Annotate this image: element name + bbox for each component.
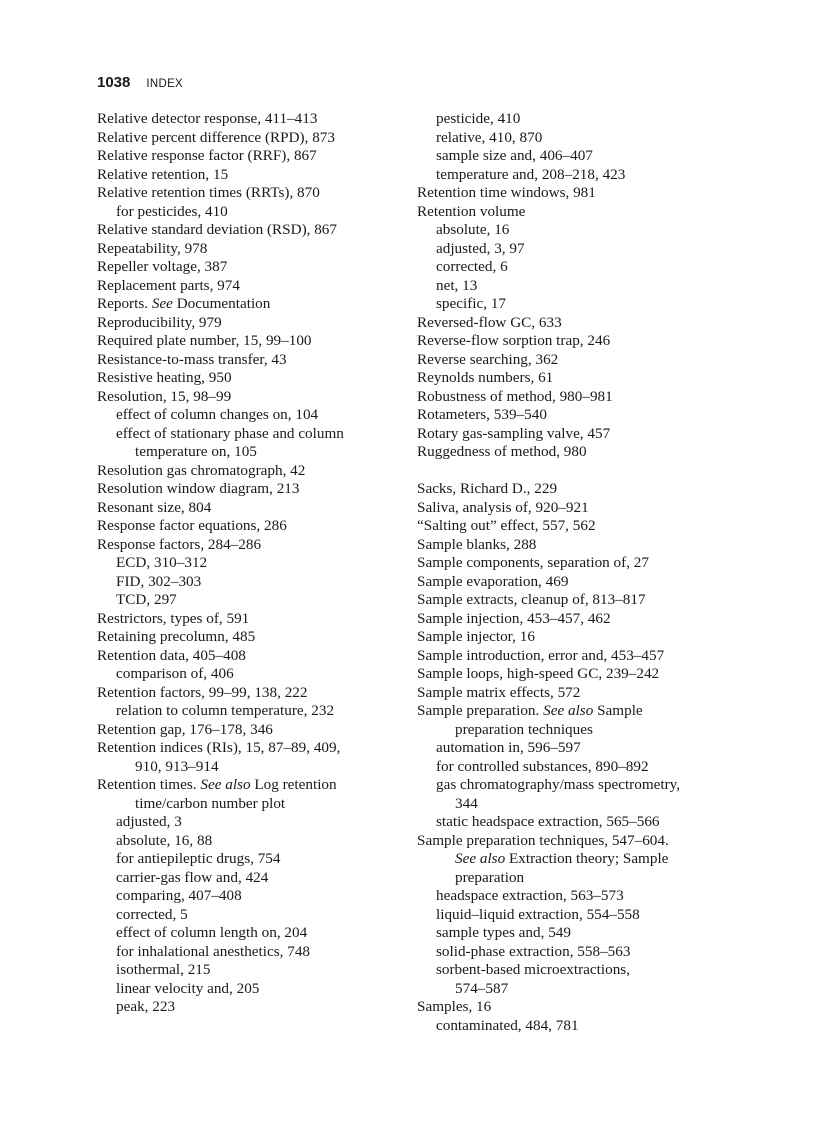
index-entry: Samples, 16 bbox=[417, 998, 492, 1015]
index-subentry: isothermal, 215 bbox=[116, 961, 211, 978]
index-entry: Response factors, 284–286 bbox=[97, 535, 262, 553]
index-column-left bbox=[97, 110, 397, 1017]
index-entry: Resolution window diagram, 213 bbox=[97, 480, 300, 497]
index-entry: Repeller voltage, 387 bbox=[97, 258, 228, 275]
index-subentry: static headspace extraction, 565–566 bbox=[436, 813, 660, 830]
index-entry bbox=[417, 702, 717, 721]
index-subentry: preparation bbox=[455, 868, 525, 886]
index-entry: Ruggedness of method, 980 bbox=[417, 443, 587, 460]
index-entry: Sample components, separation of, 27 bbox=[417, 554, 649, 571]
entry-text: Sample preparation. bbox=[417, 702, 544, 719]
index-subentry: corrected, 5 bbox=[116, 905, 188, 923]
index-entry: Sample loops, high-speed GC, 239–242 bbox=[417, 665, 660, 682]
index-subentry: 910, 913–914 bbox=[135, 757, 219, 775]
index-entry: Required plate number, 15, 99–100 bbox=[97, 332, 312, 349]
see-reference: See also bbox=[543, 702, 594, 719]
index-subentry: temperature on, 105 bbox=[135, 443, 257, 460]
index-subentry bbox=[417, 850, 717, 869]
index-entry: Retention data, 405–408 bbox=[97, 646, 246, 664]
index-entry: Retention gap, 176–178, 346 bbox=[97, 720, 273, 738]
index-entry: Relative standard deviation (RSD), 867 bbox=[97, 221, 337, 238]
index-subentry: corrected, 6 bbox=[436, 258, 508, 275]
index-subentry: for pesticides, 410 bbox=[116, 202, 228, 220]
index-entry: Repeatability, 978 bbox=[97, 239, 208, 257]
index-entry: Retention time windows, 981 bbox=[417, 184, 596, 201]
index-entry: Robustness of method, 980–981 bbox=[417, 387, 613, 405]
index-entry: Sample matrix effects, 572 bbox=[417, 683, 581, 701]
index-subentry: effect of column changes on, 104 bbox=[116, 406, 319, 423]
index-subentry: TCD, 297 bbox=[116, 591, 177, 608]
see-reference: See bbox=[151, 295, 173, 312]
index-entry: Reverse-flow sorption trap, 246 bbox=[417, 332, 611, 349]
running-head: INDEX bbox=[146, 78, 184, 90]
index-entry: Reproducibility, 979 bbox=[97, 313, 222, 331]
index-subentry: 344 bbox=[455, 794, 478, 812]
index-subentry: liquid–liquid extraction, 554–558 bbox=[436, 905, 640, 923]
index-entry: Relative response factor (RRF), 867 bbox=[97, 147, 317, 164]
index-subentry: adjusted, 3, 97 bbox=[436, 239, 525, 257]
index-subentry: peak, 223 bbox=[116, 998, 176, 1015]
index-entry: Retention volume bbox=[417, 202, 526, 220]
index-entry: Retention factors, 99–99, 138, 222 bbox=[97, 683, 308, 701]
index-subentry: relative, 410, 870 bbox=[436, 128, 543, 146]
page-header bbox=[97, 74, 183, 91]
index-entry: Relative retention times (RRTs), 870 bbox=[97, 184, 320, 201]
index-entry: “Salting out” effect, 557, 562 bbox=[417, 517, 596, 534]
index-entry: Reversed-flow GC, 633 bbox=[417, 313, 562, 331]
index-entry: Sample evaporation, 469 bbox=[417, 572, 569, 590]
index-subentry: for antiepileptic drugs, 754 bbox=[116, 850, 281, 867]
index-entry: Sample extracts, cleanup of, 813–817 bbox=[417, 591, 646, 608]
index-subentry: comparison of, 406 bbox=[116, 665, 234, 682]
index-entry: Replacement parts, 974 bbox=[97, 276, 240, 294]
index-entry: Sample preparation techniques, 547–604. bbox=[417, 831, 669, 849]
index-subentry: headspace extraction, 563–573 bbox=[436, 887, 624, 904]
index-entry bbox=[97, 295, 397, 314]
index-subentry: temperature and, 208–218, 423 bbox=[436, 165, 626, 183]
index-subentry: adjusted, 3 bbox=[116, 813, 182, 830]
index-subentry: for controlled substances, 890–892 bbox=[436, 757, 649, 775]
index-subentry: absolute, 16 bbox=[436, 221, 510, 238]
index-entry: Resolution gas chromatograph, 42 bbox=[97, 461, 306, 479]
index-subentry: carrier-gas flow and, 424 bbox=[116, 868, 269, 886]
index-subentry: time/carbon number plot bbox=[135, 794, 286, 812]
index-entry: Relative detector response, 411–413 bbox=[97, 110, 318, 127]
index-entry: Sample injection, 453–457, 462 bbox=[417, 609, 611, 627]
index-subentry: ECD, 310–312 bbox=[116, 554, 208, 571]
index-subentry: 574–587 bbox=[455, 979, 509, 997]
index-subentry: relation to column temperature, 232 bbox=[116, 702, 335, 719]
index-entry: Restrictors, types of, 591 bbox=[97, 609, 250, 627]
index-subentry: effect of stationary phase and column bbox=[116, 424, 344, 442]
see-reference: See also bbox=[455, 850, 506, 867]
page-number: 1038 bbox=[97, 74, 131, 91]
index-subentry: comparing, 407–408 bbox=[116, 887, 242, 904]
entry-text: Reports. bbox=[97, 295, 152, 312]
index-subentry: contaminated, 484, 781 bbox=[436, 1016, 579, 1034]
index-entry: Reynolds numbers, 61 bbox=[417, 369, 554, 386]
index-entry bbox=[97, 776, 397, 795]
index-entry: Resolution, 15, 98–99 bbox=[97, 387, 232, 405]
index-column-right bbox=[417, 110, 717, 1035]
index-entry: Sacks, Richard D., 229 bbox=[417, 480, 558, 497]
index-subentry: preparation techniques bbox=[455, 720, 593, 738]
index-entry: Sample introduction, error and, 453–457 bbox=[417, 646, 665, 664]
index-subentry: specific, 17 bbox=[436, 295, 507, 312]
see-reference: See also bbox=[200, 776, 251, 793]
index-subentry: absolute, 16, 88 bbox=[116, 831, 213, 849]
index-entry: Rotary gas-sampling valve, 457 bbox=[417, 424, 611, 442]
index-entry: Relative percent difference (RPD), 873 bbox=[97, 128, 335, 146]
entry-text: Extraction theory; Sample bbox=[505, 850, 669, 867]
index-entry: Rotameters, 539–540 bbox=[417, 406, 547, 423]
index-subentry: for inhalational anesthetics, 748 bbox=[116, 942, 311, 960]
index-subentry: solid-phase extraction, 558–563 bbox=[436, 942, 631, 960]
index-subentry: linear velocity and, 205 bbox=[116, 979, 260, 997]
entry-text: Documentation bbox=[172, 295, 271, 312]
index-subentry: gas chromatography/mass spectrometry, bbox=[436, 776, 681, 793]
index-subentry: FID, 302–303 bbox=[116, 572, 202, 590]
index-entry: Resistance-to-mass transfer, 43 bbox=[97, 350, 287, 368]
entry-text: Sample bbox=[593, 702, 643, 719]
index-subentry: sample types and, 549 bbox=[436, 924, 571, 941]
index-entry: Response factor equations, 286 bbox=[97, 517, 287, 534]
index-subentry: automation in, 596–597 bbox=[436, 739, 581, 756]
index-entry: Sample blanks, 288 bbox=[417, 535, 537, 553]
index-entry: Retention indices (RIs), 15, 87–89, 409, bbox=[97, 739, 341, 756]
index-entry: Relative retention, 15 bbox=[97, 165, 229, 183]
index-subentry: net, 13 bbox=[436, 276, 478, 294]
index-entry: Retaining precolumn, 485 bbox=[97, 628, 256, 645]
index-entry: Sample injector, 16 bbox=[417, 628, 535, 645]
entry-text: Log retention bbox=[250, 776, 337, 793]
index-entry: Resistive heating, 950 bbox=[97, 369, 232, 386]
index-subentry: sorbent-based microextractions, bbox=[436, 961, 630, 978]
index-entry: Reverse searching, 362 bbox=[417, 350, 559, 368]
index-entry: Resonant size, 804 bbox=[97, 498, 212, 516]
entry-text: Retention times. bbox=[97, 776, 201, 793]
index-subentry: pesticide, 410 bbox=[436, 110, 521, 127]
index-entry: Saliva, analysis of, 920–921 bbox=[417, 498, 589, 516]
section-gap bbox=[417, 462, 717, 481]
index-subentry: effect of column length on, 204 bbox=[116, 924, 308, 941]
index-subentry: sample size and, 406–407 bbox=[436, 147, 593, 164]
